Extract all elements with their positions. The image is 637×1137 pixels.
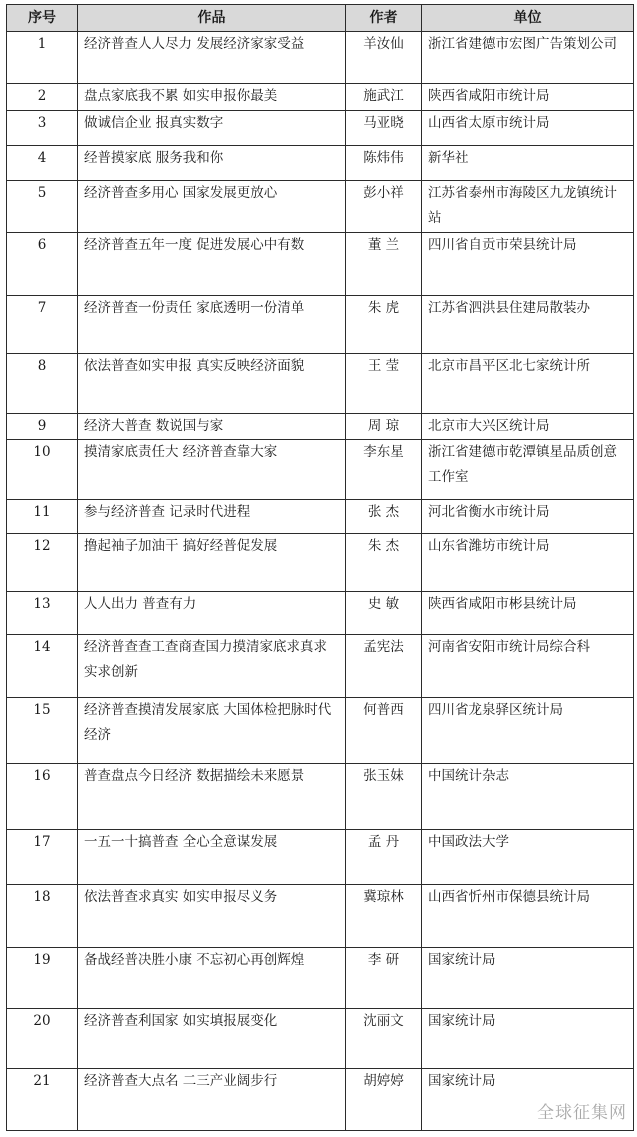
author-name: 羊汝仙 [346,32,422,84]
table-row [7,830,634,885]
row-number: 10 [7,440,78,500]
table-row [7,233,634,296]
row-number: 21 [7,1069,78,1131]
author-name: 朱 杰 [346,534,422,592]
unit-name: 陕西省咸阳市彬县统计局 [422,592,634,635]
table-row [7,948,634,1009]
unit-name: 中国政法大学 [422,830,634,885]
author-name: 马亚晓 [346,111,422,146]
work-title: 经济大普查 数说国与家 [78,414,346,440]
work-title: 一五一十搞普查 全心全意谋发展 [78,830,346,885]
unit-name: 山东省潍坊市统计局 [422,534,634,592]
row-number: 12 [7,534,78,592]
author-name: 陈炜伟 [346,146,422,181]
table-row [7,440,634,500]
unit-name: 江苏省泰州市海陵区九龙镇统计站 [422,181,634,233]
work-title: 做诚信企业 报真实数字 [78,111,346,146]
work-title: 经济普查五年一度 促进发展心中有数 [78,233,346,296]
work-title: 经济普查查工查商查国力摸清家底求真求实求创新 [78,635,346,698]
unit-name: 陕西省咸阳市统计局 [422,84,634,111]
author-name: 周 琼 [346,414,422,440]
unit-name: 国家统计局 [422,948,634,1009]
author-name: 李东星 [346,440,422,500]
unit-name: 江苏省泗洪县住建局散装办 [422,296,634,354]
author-name: 董 兰 [346,233,422,296]
work-title: 摸清家底责任大 经济普查靠大家 [78,440,346,500]
work-title: 人人出力 普查有力 [78,592,346,635]
unit-name: 中国统计杂志 [422,764,634,830]
header-row [7,5,634,32]
table-row [7,146,634,181]
work-title: 普查盘点今日经济 数据描绘未来愿景 [78,764,346,830]
row-number: 2 [7,84,78,111]
unit-name: 浙江省建德市乾潭镇星品质创意工作室 [422,440,634,500]
table-row [7,1009,634,1069]
work-title: 依法普查如实申报 真实反映经济面貌 [78,354,346,414]
table-row [7,635,634,698]
author-name: 何普西 [346,698,422,764]
work-title: 备战经普决胜小康 不忘初心再创辉煌 [78,948,346,1009]
author-name: 施武江 [346,84,422,111]
row-number: 20 [7,1009,78,1069]
work-title: 经普摸家底 服务我和你 [78,146,346,181]
unit-name: 河北省衡水市统计局 [422,500,634,534]
table-row [7,500,634,534]
author-name: 彭小祥 [346,181,422,233]
row-number: 11 [7,500,78,534]
author-name: 沈丽文 [346,1009,422,1069]
watermark-text: 全球征集网 [537,1103,627,1123]
table-row [7,32,634,84]
header-author: 作者 [346,5,422,32]
work-title: 参与经济普查 记录时代进程 [78,500,346,534]
unit-name: 北京市大兴区统计局 [422,414,634,440]
unit-name: 国家统计局 [422,1009,634,1069]
unit-name: 新华社 [422,146,634,181]
row-number: 4 [7,146,78,181]
author-name: 冀琼林 [346,885,422,948]
table-row [7,885,634,948]
unit-name: 山西省太原市统计局 [422,111,634,146]
author-name: 李 研 [346,948,422,1009]
table-body [7,32,634,1131]
table-row [7,534,634,592]
work-title: 经济普查大点名 二三产业阔步行 [78,1069,346,1131]
row-number: 6 [7,233,78,296]
table-row [7,296,634,354]
row-number: 14 [7,635,78,698]
work-title: 经济普查摸清发展家底 大国体检把脉时代经济 [78,698,346,764]
header-no: 序号 [7,5,78,32]
row-number: 7 [7,296,78,354]
unit-name: 国家统计局 [422,1069,634,1131]
work-title: 经济普查多用心 国家发展更放心 [78,181,346,233]
row-number: 18 [7,885,78,948]
work-title: 撸起袖子加油干 搞好经普促发展 [78,534,346,592]
row-number: 13 [7,592,78,635]
unit-name: 北京市昌平区北七家统计所 [422,354,634,414]
author-name: 王 莹 [346,354,422,414]
table-row [7,111,634,146]
row-number: 17 [7,830,78,885]
work-title: 经济普查一份责任 家底透明一份清单 [78,296,346,354]
unit-name: 浙江省建德市宏图广告策划公司 [422,32,634,84]
row-number: 5 [7,181,78,233]
row-number: 9 [7,414,78,440]
work-title: 经济普查人人尽力 发展经济家家受益 [78,32,346,84]
table-row [7,414,634,440]
table-row [7,592,634,635]
header-work: 作品 [78,5,346,32]
author-name: 史 敏 [346,592,422,635]
author-name: 孟 丹 [346,830,422,885]
author-name: 张玉妹 [346,764,422,830]
table-row [7,84,634,111]
table-row [7,354,634,414]
header-unit: 单位 [422,5,634,32]
unit-name: 山西省忻州市保德县统计局 [422,885,634,948]
table-row [7,764,634,830]
author-name: 胡婷婷 [346,1069,422,1131]
row-number: 19 [7,948,78,1009]
award-table [6,4,634,1131]
unit-name: 四川省龙泉驿区统计局 [422,698,634,764]
author-name: 张 杰 [346,500,422,534]
row-number: 15 [7,698,78,764]
unit-name: 四川省自贡市荣县统计局 [422,233,634,296]
row-number: 16 [7,764,78,830]
author-name: 朱 虎 [346,296,422,354]
row-number: 1 [7,32,78,84]
work-title: 依法普查求真实 如实申报尽义务 [78,885,346,948]
row-number: 3 [7,111,78,146]
author-name: 孟宪法 [346,635,422,698]
unit-name: 河南省安阳市统计局综合科 [422,635,634,698]
work-title: 经济普查利国家 如实填报展变化 [78,1009,346,1069]
row-number: 8 [7,354,78,414]
table-row [7,698,634,764]
table-row [7,181,634,233]
work-title: 盘点家底我不累 如实申报你最美 [78,84,346,111]
